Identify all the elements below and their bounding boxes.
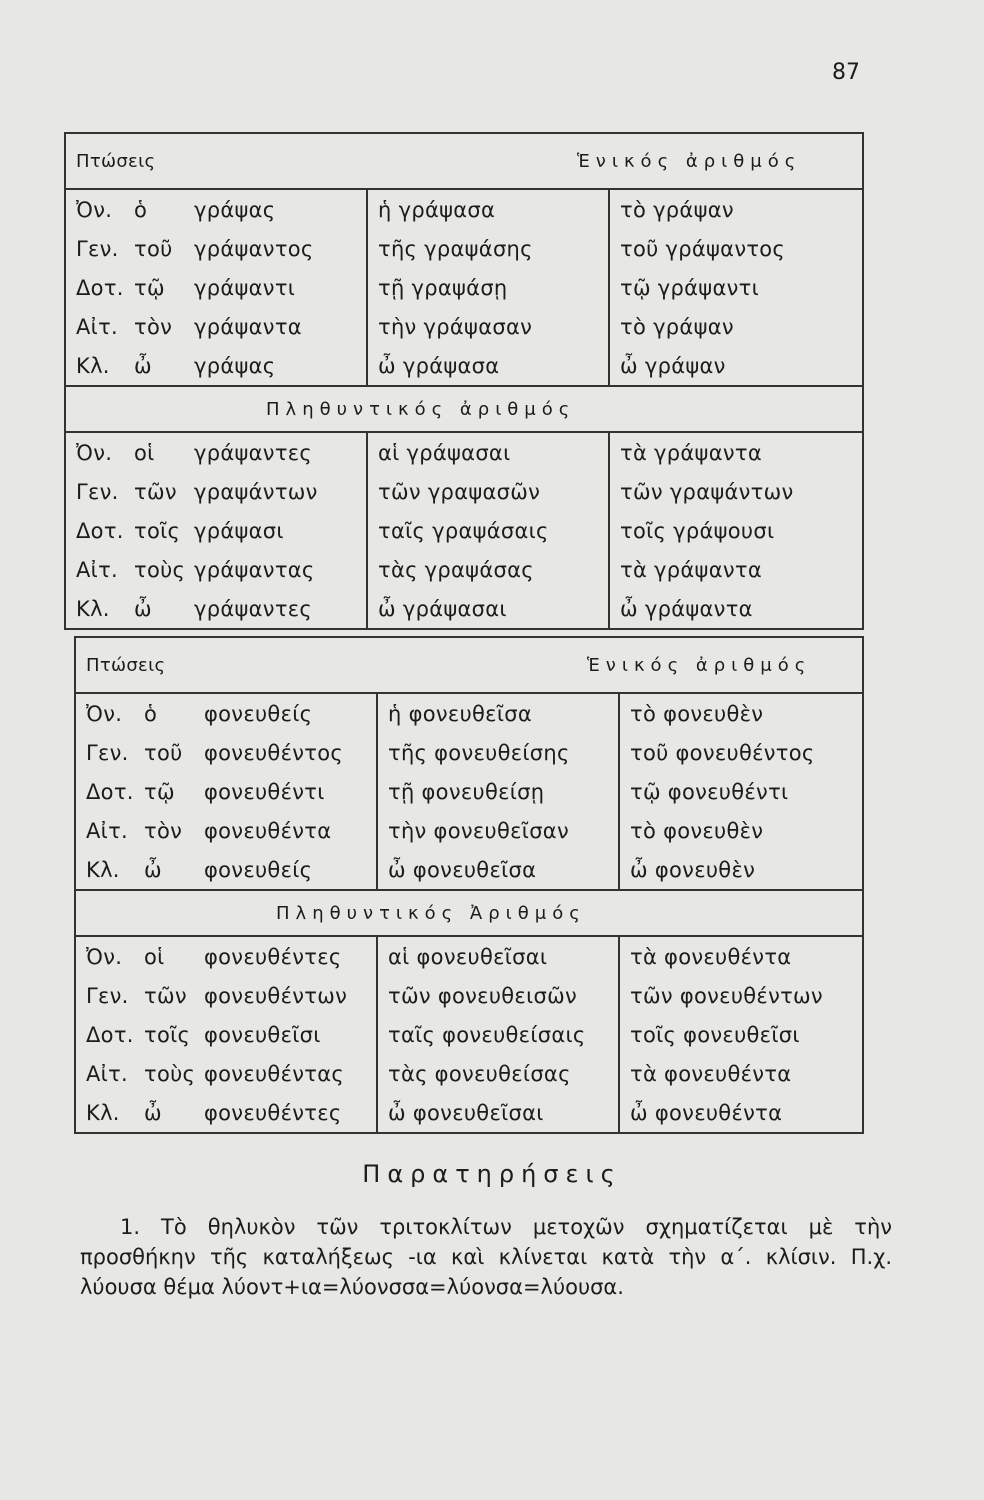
neuter-form: τὰ φονευθέντα <box>630 944 792 969</box>
cases-header: Πτώσεις <box>75 637 377 693</box>
masculine-cell <box>65 229 367 268</box>
article: τὸν <box>144 818 183 843</box>
masculine-form: φονευθέντες <box>204 1100 342 1125</box>
neuter-form: τὸ γράψαν <box>620 197 734 222</box>
masculine-cell <box>75 693 377 733</box>
case-label: Ὀν. <box>86 944 123 969</box>
article: ὦ <box>134 353 152 378</box>
feminine-form: αἱ φονευθεῖσαι <box>377 936 619 976</box>
plural-header: Πληθυντικός Ἀριθμός <box>75 890 863 936</box>
feminine-form: ταῖς γραψάσαις <box>367 511 609 550</box>
masculine-cell <box>65 472 367 511</box>
masculine-form: φονευθείς <box>204 701 313 726</box>
feminine-form: τὴν γράψασαν <box>367 307 609 346</box>
feminine-form: τῆς γραψάσης <box>367 229 609 268</box>
plural-header-row <box>75 890 863 936</box>
masculine-cell <box>75 733 377 772</box>
masculine-form: φονευθέντας <box>204 1061 344 1086</box>
declension-row <box>65 189 863 229</box>
masculine-cell <box>65 346 367 386</box>
declension-row <box>65 472 863 511</box>
article: τοῖς <box>134 518 181 543</box>
masculine-cell <box>75 976 377 1015</box>
case-label: Κλ. <box>86 857 120 882</box>
case-label: Ὀν. <box>76 440 113 465</box>
feminine-form: τῇ φονευθείσῃ <box>377 772 619 811</box>
neuter-form: ὦ φονευθὲν <box>619 850 863 890</box>
masculine-form: γράψασι <box>194 518 284 543</box>
neuter-form: τῷ φονευθέντι <box>630 779 789 804</box>
masculine-cell <box>65 307 367 346</box>
case-label: Κλ. <box>86 1100 120 1125</box>
declension-row <box>75 733 863 772</box>
masculine-cell <box>75 772 377 811</box>
declension-row <box>65 229 863 268</box>
notes-paragraph: 1. Τὸ θηλυκὸν τῶν τριτοκλίτων μετοχῶν σχηματίζεται μὲ τὴν προσθήκην τῆς καταλήξεως -ια καὶ κλίνεται κατὰ τὴν α΄. κλίσιν. Π.χ. λύουσα θέμα λύοντ+ια=λύονσσα=λύονσα=λύουσα. <box>80 1215 892 1299</box>
declension-table-grapsas <box>64 132 864 630</box>
masculine-form: φονευθέντι <box>204 779 325 804</box>
feminine-form: τῶν φονευθεισῶν <box>377 976 619 1015</box>
article: τοῦ <box>144 740 183 765</box>
masculine-form: φονευθείς <box>204 857 313 882</box>
case-label: Κλ. <box>76 596 110 621</box>
feminine-form: ὦ φονευθεῖσαι <box>377 1093 619 1133</box>
masculine-cell <box>75 811 377 850</box>
declension-row <box>75 850 863 890</box>
article: ὦ <box>144 1100 162 1125</box>
masculine-cell <box>65 589 367 629</box>
singular-header: Ἑνικός ἀριθμός <box>377 637 863 693</box>
notes-heading: Παρατηρήσεις <box>362 1160 622 1188</box>
article: τῶν <box>134 479 177 504</box>
case-label: Ὀν. <box>76 197 113 222</box>
case-label: Δοτ. <box>86 779 134 804</box>
singular-header: Ἑνικός ἀριθμός <box>367 133 863 189</box>
masculine-form: φονευθέντων <box>204 983 348 1008</box>
feminine-form: τῇ γραψάσῃ <box>367 268 609 307</box>
masculine-cell <box>65 511 367 550</box>
feminine-form: τῆς φονευθείσης <box>377 733 619 772</box>
masculine-form: φονευθέντα <box>204 818 332 843</box>
masculine-cell <box>75 850 377 890</box>
masculine-form: γράψαντας <box>194 557 315 582</box>
masculine-form: γράψαντι <box>194 275 296 300</box>
neuter-form: τὰ φονευθέντα <box>630 1061 792 1086</box>
feminine-form: τὰς γραψάσας <box>367 550 609 589</box>
plural-header-row <box>65 386 863 432</box>
header-row <box>75 637 863 693</box>
declension-row <box>65 268 863 307</box>
neuter-form: τῶν γραψάντων <box>620 479 794 504</box>
neuter-form: ὦ φονευθέντα <box>619 1093 863 1133</box>
declension-row <box>75 1093 863 1133</box>
article: τοῦ <box>134 236 173 261</box>
declension-row <box>65 346 863 386</box>
plural-header: Πληθυντικός ἀριθμός <box>65 386 863 432</box>
case-label: Ὀν. <box>86 701 123 726</box>
article: οἱ <box>134 440 155 465</box>
feminine-form: ὦ γράψασα <box>367 346 609 386</box>
feminine-form: ὦ φονευθεῖσα <box>377 850 619 890</box>
masculine-form: γράψας <box>194 197 276 222</box>
article: ὦ <box>134 596 152 621</box>
case-label: Γεν. <box>76 236 119 261</box>
declension-row <box>65 307 863 346</box>
feminine-form: αἱ γράψασαι <box>367 432 609 472</box>
masculine-cell <box>65 268 367 307</box>
feminine-form: ὦ γράψασαι <box>367 589 609 629</box>
declension-row <box>65 589 863 629</box>
case-label: Δοτ. <box>86 1022 134 1047</box>
masculine-cell <box>75 1054 377 1093</box>
article: τοὺς <box>144 1061 196 1086</box>
header-row <box>65 133 863 189</box>
case-label: Αἰτ. <box>86 1061 128 1086</box>
neuter-form: τὸ φονευθὲν <box>630 818 764 843</box>
article: ὦ <box>144 857 162 882</box>
masculine-cell <box>75 1015 377 1054</box>
cases-header: Πτώσεις <box>65 133 367 189</box>
masculine-form: γράψαντες <box>194 596 313 621</box>
article: τοῖς <box>144 1022 191 1047</box>
declension-row <box>65 550 863 589</box>
masculine-form: γράψαντα <box>194 314 302 339</box>
case-label: Δοτ. <box>76 518 124 543</box>
neuter-form: τοῦ γράψαντος <box>620 236 786 261</box>
article: ὁ <box>144 701 158 726</box>
declension-row <box>75 693 863 733</box>
case-label: Κλ. <box>76 353 110 378</box>
neuter-form: τὸ φονευθὲν <box>630 701 764 726</box>
declension-row <box>65 432 863 472</box>
neuter-form: τοῦ φονευθέντος <box>630 740 815 765</box>
neuter-form: ὦ γράψαν <box>609 346 863 386</box>
case-label: Δοτ. <box>76 275 124 300</box>
masculine-cell <box>75 936 377 976</box>
article: τῶν <box>144 983 187 1008</box>
declension-row <box>75 1015 863 1054</box>
feminine-form: ταῖς φονευθείσαις <box>377 1015 619 1054</box>
masculine-cell <box>65 432 367 472</box>
masculine-form: φονευθεῖσι <box>204 1022 321 1047</box>
neuter-form: τὰ γράψαντα <box>620 557 762 582</box>
declension-row <box>75 811 863 850</box>
neuter-form: τοῖς γράψουσι <box>620 518 775 543</box>
declension-row <box>75 976 863 1015</box>
article: τὸν <box>134 314 173 339</box>
article: τοὺς <box>134 557 186 582</box>
neuter-form: τοῖς φονευθεῖσι <box>630 1022 800 1047</box>
neuter-form: τῷ γράψαντι <box>620 275 759 300</box>
declension-row <box>65 511 863 550</box>
case-label: Αἰτ. <box>86 818 128 843</box>
case-label: Γεν. <box>76 479 119 504</box>
masculine-form: φονευθέντος <box>204 740 343 765</box>
masculine-cell <box>65 550 367 589</box>
article: οἱ <box>144 944 165 969</box>
neuter-form: ὦ γράψαντα <box>609 589 863 629</box>
feminine-form: ἡ φονευθεῖσα <box>377 693 619 733</box>
article: τῷ <box>144 779 175 804</box>
article: τῷ <box>134 275 165 300</box>
feminine-form: τὰς φονευθείσας <box>377 1054 619 1093</box>
masculine-form: γράψαντος <box>194 236 314 261</box>
page-number: 87 <box>832 60 860 85</box>
feminine-form: τὴν φονευθεῖσαν <box>377 811 619 850</box>
feminine-form: ἡ γράψασα <box>367 189 609 229</box>
case-label: Γεν. <box>86 740 129 765</box>
declension-row <box>75 1054 863 1093</box>
declension-row <box>75 772 863 811</box>
case-label: Αἰτ. <box>76 314 118 339</box>
feminine-form: τῶν γραψασῶν <box>367 472 609 511</box>
declension-row <box>75 936 863 976</box>
masculine-form: φονευθέντες <box>204 944 342 969</box>
neuter-form: τῶν φονευθέντων <box>630 983 823 1008</box>
masculine-form: γραψάντων <box>194 479 318 504</box>
article: ὁ <box>134 197 148 222</box>
declension-table-foneutheis <box>74 636 864 1134</box>
masculine-cell <box>75 1093 377 1133</box>
case-label: Αἰτ. <box>76 557 118 582</box>
masculine-form: γράψας <box>194 353 276 378</box>
case-label: Γεν. <box>86 983 129 1008</box>
neuter-form: τὰ γράψαντα <box>620 440 762 465</box>
neuter-form: τὸ γράψαν <box>620 314 734 339</box>
masculine-cell <box>65 189 367 229</box>
masculine-form: γράψαντες <box>194 440 313 465</box>
